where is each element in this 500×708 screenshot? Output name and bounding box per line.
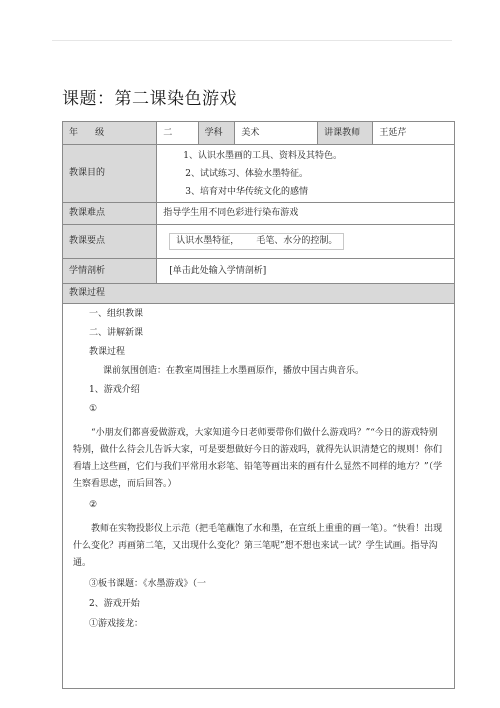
process-paragraph: 教师在实物投影仪上示范（把毛笔蘸饱了水和墨，在宣纸上重重的画一笔）。“快看！出现什么变化？再画第二笔，又出现什么变化？第三笔呢”想不想也来试一试？学生试画。指导沟通。 bbox=[73, 524, 443, 568]
objective-item: 3、培育对中华传统文化的感情 bbox=[185, 186, 308, 197]
process-line: 1、游戏介绍 bbox=[89, 385, 140, 395]
process-line: 二、讲解新课 bbox=[89, 328, 144, 338]
analysis-label: 学情剖析 bbox=[63, 259, 157, 284]
process-line: ② bbox=[89, 500, 98, 510]
objective-item: 1、认识水墨画的工具、资料及其特色。 bbox=[183, 150, 342, 161]
process-cell bbox=[63, 304, 455, 689]
process-line: ①游戏接龙： bbox=[89, 619, 144, 629]
key-points-cell bbox=[157, 225, 455, 259]
grade-value: 二 bbox=[157, 122, 198, 145]
subject-label: 学科 bbox=[198, 122, 235, 145]
process-paragraph: “小朋友们都喜爱做游戏，大家知道今日老师要带你们做什么游戏吗？”“今日的游戏特别特别，做什么待会儿告诉大家，可是要想做好今日的游戏吗，就得先认识清楚它的规则！你们看墙上这些画，它们与我们平常用水彩笔、铅笔等画出来的画有什么显然不同样的地方？”（学生察看思虑，而后回答。） bbox=[73, 428, 443, 489]
process-line: ① bbox=[89, 404, 98, 414]
key-points-value: 认识水墨特征， 毛笔、水分的控制。 bbox=[169, 233, 344, 250]
objectives-label: 教课目的 bbox=[63, 145, 157, 203]
process-line: 课前氛围创造：在教室周围挂上水墨画原作，播放中国古典音乐。 bbox=[103, 366, 365, 376]
objective-item: 2、试试练习、体验水墨特征。 bbox=[185, 168, 308, 179]
subject-value: 美术 bbox=[235, 122, 318, 145]
teacher-value: 王延芹 bbox=[373, 122, 455, 145]
process-line: ③板书课题：《水墨游戏》（一 bbox=[89, 579, 207, 589]
difficulty-label: 教课难点 bbox=[63, 203, 157, 225]
lesson-plan-table bbox=[62, 121, 455, 689]
process-label: 教课过程 bbox=[63, 284, 455, 304]
process-line: 教课过程 bbox=[89, 347, 126, 357]
key-points-row bbox=[63, 225, 455, 259]
analysis-placeholder[interactable]: [单击此处输入学情剖析] bbox=[169, 265, 267, 276]
analysis-row bbox=[63, 259, 455, 284]
header-rule bbox=[52, 40, 452, 41]
objectives-cell bbox=[157, 145, 455, 203]
grade-label: 年 级 bbox=[63, 122, 157, 145]
process-header-row bbox=[63, 284, 455, 304]
process-line: 2、游戏开始 bbox=[89, 599, 140, 609]
objectives-row bbox=[63, 145, 455, 203]
key-points-label: 教课要点 bbox=[63, 225, 157, 259]
process-line: 一、组织教课 bbox=[89, 309, 144, 319]
analysis-cell bbox=[157, 259, 455, 284]
info-row bbox=[63, 122, 455, 145]
difficulty-row bbox=[63, 203, 455, 225]
page-title: 课题：第二课染色游戏 bbox=[62, 89, 237, 109]
process-body-row bbox=[63, 304, 455, 689]
teacher-label: 讲课教师 bbox=[318, 122, 373, 145]
difficulty-value: 指导学生用不同色彩进行染布游戏 bbox=[157, 203, 455, 225]
